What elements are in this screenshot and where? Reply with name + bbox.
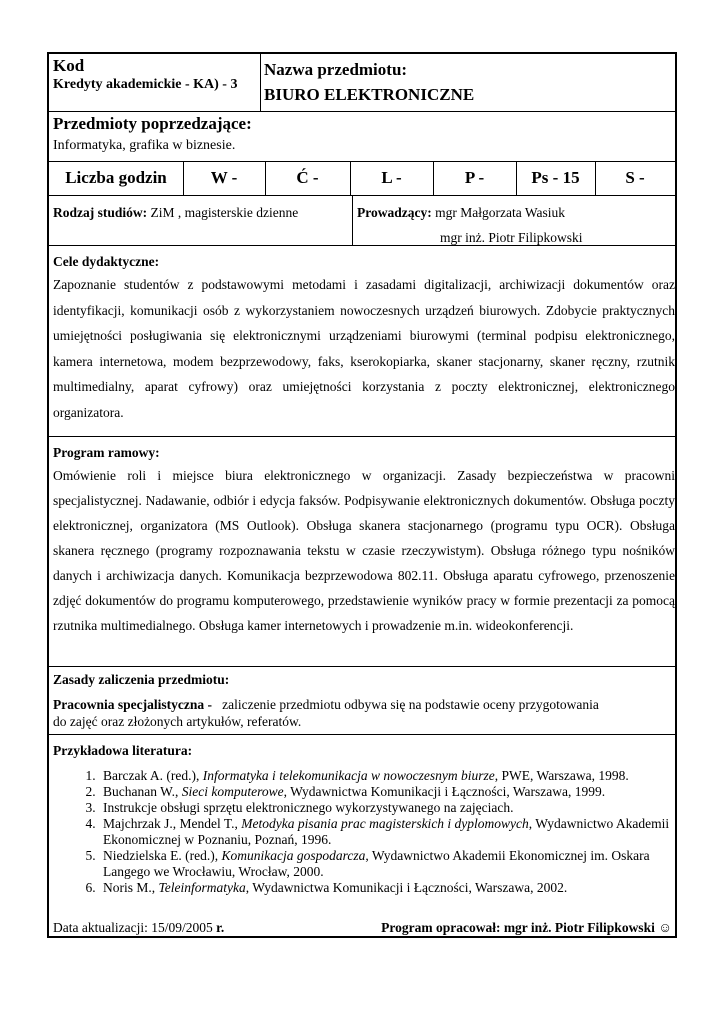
prerequisites-title: Przedmioty poprzedzające: (53, 114, 252, 133)
nazwa-value: BIURO ELEKTRONICZNE (264, 85, 475, 104)
syllabus-frame (47, 52, 677, 938)
study-row (49, 196, 675, 246)
study-type-label: Rodzaj studiów: (53, 205, 148, 220)
literature-item-title: Sieci komputerowe (181, 784, 284, 799)
hours-w: W - (210, 168, 238, 187)
smiley-icon: ☺ (658, 920, 672, 935)
literature-item (99, 848, 675, 880)
lecturer-1: mgr Małgorzata Wasiuk (435, 205, 565, 220)
kredyty-text: Kredyty akademickie - KA) - 3 (53, 77, 238, 92)
literature-item (99, 816, 675, 848)
literature-item-author: Buchanan W., (103, 784, 182, 799)
hours-c: Ć - (296, 168, 319, 187)
goals-text: Zapoznanie studentów z podstawowymi metodami i zasadami digitalizacji, archiwizacji dokumentów oraz identyfikacji, komunikacji osób z wykorzystaniem nowoczesnych urządzeń biurowych. Zdobycie praktycznych umiejętności posługiwania się elektronicznymi urządzeniami biurowymi (terminal podpisu elektronicznego, kamera internetowa, modem bezprzewodowy, faks, kserokopiarka, skaner stacjonarny, skaner ręczny, rzutnik multimedialny, aparat cyfrowy) oraz umiejętności korzystania z poczty elektronicznej, elektronicznego organizatora. (53, 277, 675, 420)
date-label: Data aktualizacji: 15/09/2005 (53, 920, 217, 935)
program-row (49, 437, 675, 667)
literature-item-author: Barczak A. (red.), (103, 768, 203, 783)
literature-item-author: Instrukcje obsługi sprzętu elektronicznego wykorzystywanego na zajęciach. (103, 800, 514, 815)
grading-row (49, 667, 675, 735)
literature-section (53, 742, 675, 896)
literature-item-title: Komunikacja gospodarcza (221, 848, 366, 863)
literature-item-author: Noris M., (103, 880, 159, 895)
kod-label: Kod (53, 56, 85, 75)
grading-lab-text-2: do zajęć oraz złożonych artykułów, referatów. (53, 714, 302, 729)
literature-item-title: Metodyka pisania prac magisterskich i dyplomowych (241, 816, 529, 831)
literature-item-title: Teleinformatyka (158, 880, 246, 895)
prerequisites-text: Informatyka, grafika w biznesie. (53, 138, 236, 153)
hours-row (49, 162, 675, 196)
literature-item (99, 800, 675, 816)
study-type-value: ZiM , magisterskie dzienne (150, 205, 299, 220)
literature-item-publisher: , Wydawnictwa Komunikacji i Łączności, Warszawa, 1999. (283, 784, 606, 799)
hours-s: S - (625, 168, 645, 187)
literature-item (99, 784, 675, 800)
literature-item-publisher: , Wydawnictwa Komunikacji i Łączności, Warszawa, 2002. (245, 880, 568, 895)
literature-item-author: Majchrzak J., Mendel T., (103, 816, 242, 831)
literature-item (99, 768, 675, 784)
literature-title: Przykładowa literatura: (53, 743, 193, 758)
goals-title: Cele dydaktyczne: (53, 254, 160, 269)
literature-item (99, 880, 675, 896)
literature-list (53, 768, 675, 896)
literature-item-title: Informatyka i telekomunikacja w nowoczesnym biurze (202, 768, 495, 783)
lecturers-label: Prowadzący: (357, 205, 432, 220)
header-row (49, 54, 675, 112)
literature-item-author: Niedzielska E. (red.), (103, 848, 222, 863)
hours-ps: Ps - 15 (531, 168, 580, 187)
program-text: Omówienie roli i miejsce biura elektronicznego w organizacji. Zasady bezpieczeństwa w pracowni specjalistycznej. Nadawanie, odbiór i edycja faksów. Podpisywanie elektronicznych dokumentów. Obsługa poczty elektronicznej, organizatora (MS Outlook). Obsługa skanera stacjonarnego (programu typu OCR). Obsługa skanera ręcznego (programy rozpoznawania tekstu w czasie rzeczywistym). Obsługa różnego typu nośników danych i archiwizacja danych. Komunikacja bezprzewodowa 802.11. Obsługa aparatu cyfrowego, przenoszenie zdjęć dokumentów do programu komputerowego, przedstawienie wyników pracy w formie prezentacji za pomocą rzutnika multimedialnego. Obsługa kamer internetowych i prowadzenie m.in. wideokonferencji. (53, 468, 675, 633)
goals-row (49, 246, 675, 437)
grading-lab-text: zaliczenie przedmiotu odbywa się na podstawie oceny przygotowania (222, 697, 599, 712)
prerequisites-row (49, 112, 675, 162)
author-text: Program opracował: mgr inż. Piotr Filipkowski (381, 920, 659, 935)
literature-item-publisher: , Wydawnictwo Akademii Ekonomicznej w Poznaniu, Poznań, 1996. (103, 816, 670, 847)
nazwa-label: Nazwa przedmiotu: (264, 60, 408, 79)
grading-lab-label: Pracownia specjalistyczna - (53, 697, 212, 712)
footer-date (53, 920, 224, 936)
date-suffix: r. (216, 920, 225, 935)
program-title: Program ramowy: (53, 445, 160, 460)
lecturer-2: mgr inż. Piotr Filipkowski (440, 230, 583, 245)
hours-label: Liczba godzin (65, 168, 167, 187)
hours-l: L - (381, 168, 402, 187)
literature-item-publisher: , PWE, Warszawa, 1998. (494, 768, 629, 783)
grading-title: Zasady zaliczenia przedmiotu: (53, 672, 230, 687)
footer-author (381, 920, 672, 936)
literature-item-publisher: , Wydawnictwo Akademii Ekonomicznej im. Oskara Langego we Wrocławiu, Wrocław, 2000. (103, 848, 650, 879)
hours-p: P - (464, 168, 485, 187)
